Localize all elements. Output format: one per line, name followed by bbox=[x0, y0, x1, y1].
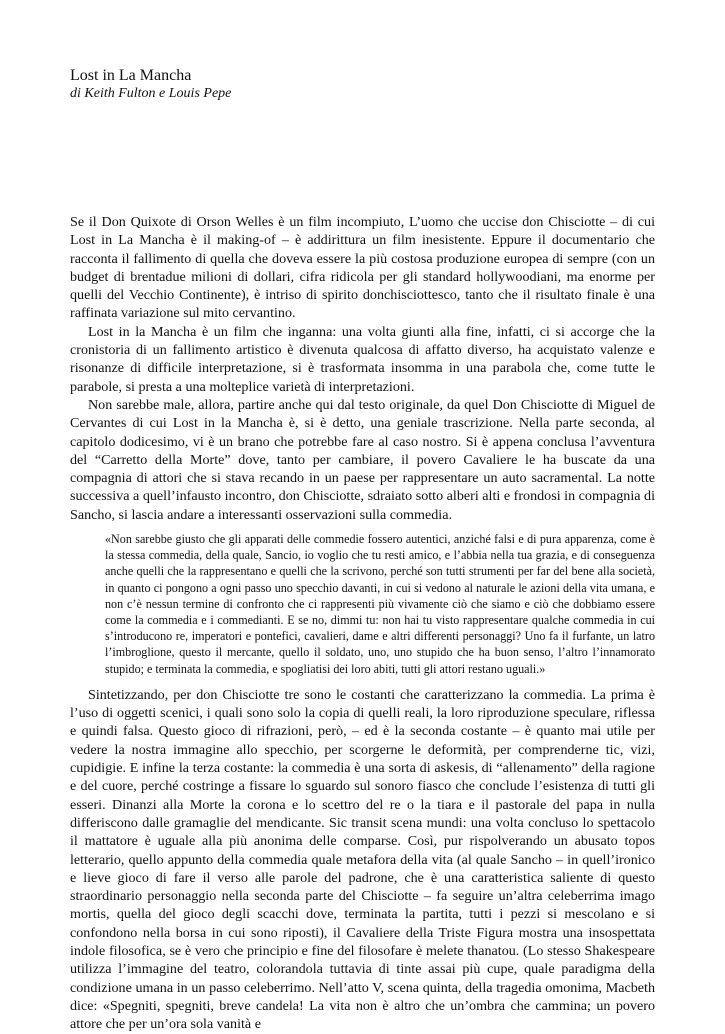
document-subtitle: di Keith Fulton e Louis Pepe bbox=[70, 86, 232, 101]
after-quote-block bbox=[70, 686, 655, 1034]
paragraph-2: Lost in la Mancha è un film che inganna: una volta giunti alla fine, infatti, ci si accorge che la cronistoria di un fallimento artistico è divenuta qualcosa di affatto diverso, ha acquistato valenze e risonanze di difficile interpretazione, si è trasformata insomma in una parabola che, come tutte le parabole, si presta a una molteplice varietà di interpretazioni. bbox=[70, 323, 655, 395]
block-quote: «Non sarebbe giusto che gli apparati delle commedie fossero autentici, anziché falsi e di pura apparenza, come è la stessa commedia, della quale, Sancio, io voglio che tu resti amico, e l’abbia nella tua grazia, e di conseguenza anche quelli che la rappresentano e quelli che la scrivono, perché son tutti strumenti per far del bene alla società, in quanto ci pongono a ogni passo uno specchio davanti, in cui si vedono al naturale le azioni della vita umana, e non c’è nessun termine di confronto che ci rappresenti più vivamente ciò che siamo e ciò che dobbiamo essere come la commedia e i commedianti. E se no, dimmi tu: non hai tu visto rappresentare qualche commedia in cui s’introducono re, imperatori e pontefici, cavalieri, dame e altri differenti personaggi? Uno fa il furfante, un latro l’imbroglione, questo il mercante, quello il soldato, uno, uno stupido che ha buon senso, l’altro l’innamorato stupido; e terminata la commedia, e spogliatisi dei loro abiti, tutti gli attori restano uguali.» bbox=[105, 532, 655, 676]
paragraph-1: Se il Don Quixote di Orson Welles è un film incompiuto, L’uomo che uccise don Chisciotte – di cui Lost in La Mancha è il making-of – è addirittura un film inesistente. Eppure il documentario che racconta il fallimento di quella che doveva essere la più costosa produzione europea di sempre (con un budget di brentadue milioni di dollari, cifra ridicola per gli standard hollywoodiani, ma enorme per quelli del Vecchio Continente), è intriso di spirito donchisciottesco, tanto che il risultato finale è una raffinata variazione sul mito cervantino. bbox=[70, 214, 655, 322]
paragraph-4: Sintetizzando, per don Chisciotte tre sono le costanti che caratterizzano la commedia. La prima è l’uso di oggetti scenici, i quali sono solo la copia di quelli reali, la loro riproduzione speculare, riflessa e quindi falsa. Questo gioco di rifrazioni, però, – ed è la seconda costante – è quanto mai utile per vedere la nostra immagine allo specchio, per scorgerne le deformità, per comprenderne tic, vizi, cupidigie. E infine la terza costante: la commedia è una sorta di askesis, di “allenamento” della ragione e del cuore, perché costringe a fissare lo sguardo sul sonoro fiasco che conclude l’esistenza di tutti gli esseri. Dinanzi alla Morte la corona e lo scettro del re o la tiara e il pastorale del papa in nulla differiscono dalle gramaglie del mendicante. Sic transit scena mundi: una volta concluso lo spettacolo il mattatore è uguale alla più anonima delle comparse. Così, pur rispolverando un abusato topos letterario, quello appunto della commedia quale metafora della vita (al quale Sancho – in quell’ironico e lieve gioco di fare il verso alle parole del padrone, che è una caratteristica saliente di questo straordinario personaggio nella seconda parte del Chisciotte – fa seguire un’altra celeberrima imago mortis, quella del gioco degli scacchi dove, terminata la partita, tutti i pezzi si mescolano e si confondono nella borsa in cui sono riposti), il Cavaliere della Triste Figura mostra una insospettata indole filosofica, se è vero che principio e fine del filosofare è melete thanatou. (Lo stesso Shakespeare utilizza l’immagine del teatro, colorandola tuttavia di tinte assai più cupe, quale paradigma della condizione umana in un passo celeberrimo. Nell’atto V, scena quinta, della tragedia omonima, Macbeth dice: «Spegniti, spegniti, breve candela! La vita non è altro che un’ombra che cammina; un povero attore che per un’ora sola vanità e bbox=[70, 686, 655, 1033]
paragraph-3: Non sarebbe male, allora, partire anche qui dal testo originale, da quel Don Chisciotte di Miguel de Cervantes di cui Lost in la Mancha è, si è detto, una geniale trascrizione. Nella parte seconda, al capitolo dodicesimo, vi è un brano che potrebbe fare al caso nostro. Si è appena conclusa l’avventura del “Carretto della Morte” dove, tanto per cambiare, il povero Cavaliere le ha buscate da una compagnia di attori che si stava recando in un paese per rappresentare un auto sacramental. La notte successiva a quell’infausto incontro, don Chisciotte, sdraiato sotto alberi alti e frondosi in compagnia di Sancho, si lascia andare a interessanti osservazioni sulla commedia. bbox=[70, 396, 655, 523]
document-body bbox=[70, 213, 655, 1034]
document-title: Lost in La Mancha bbox=[70, 67, 192, 84]
